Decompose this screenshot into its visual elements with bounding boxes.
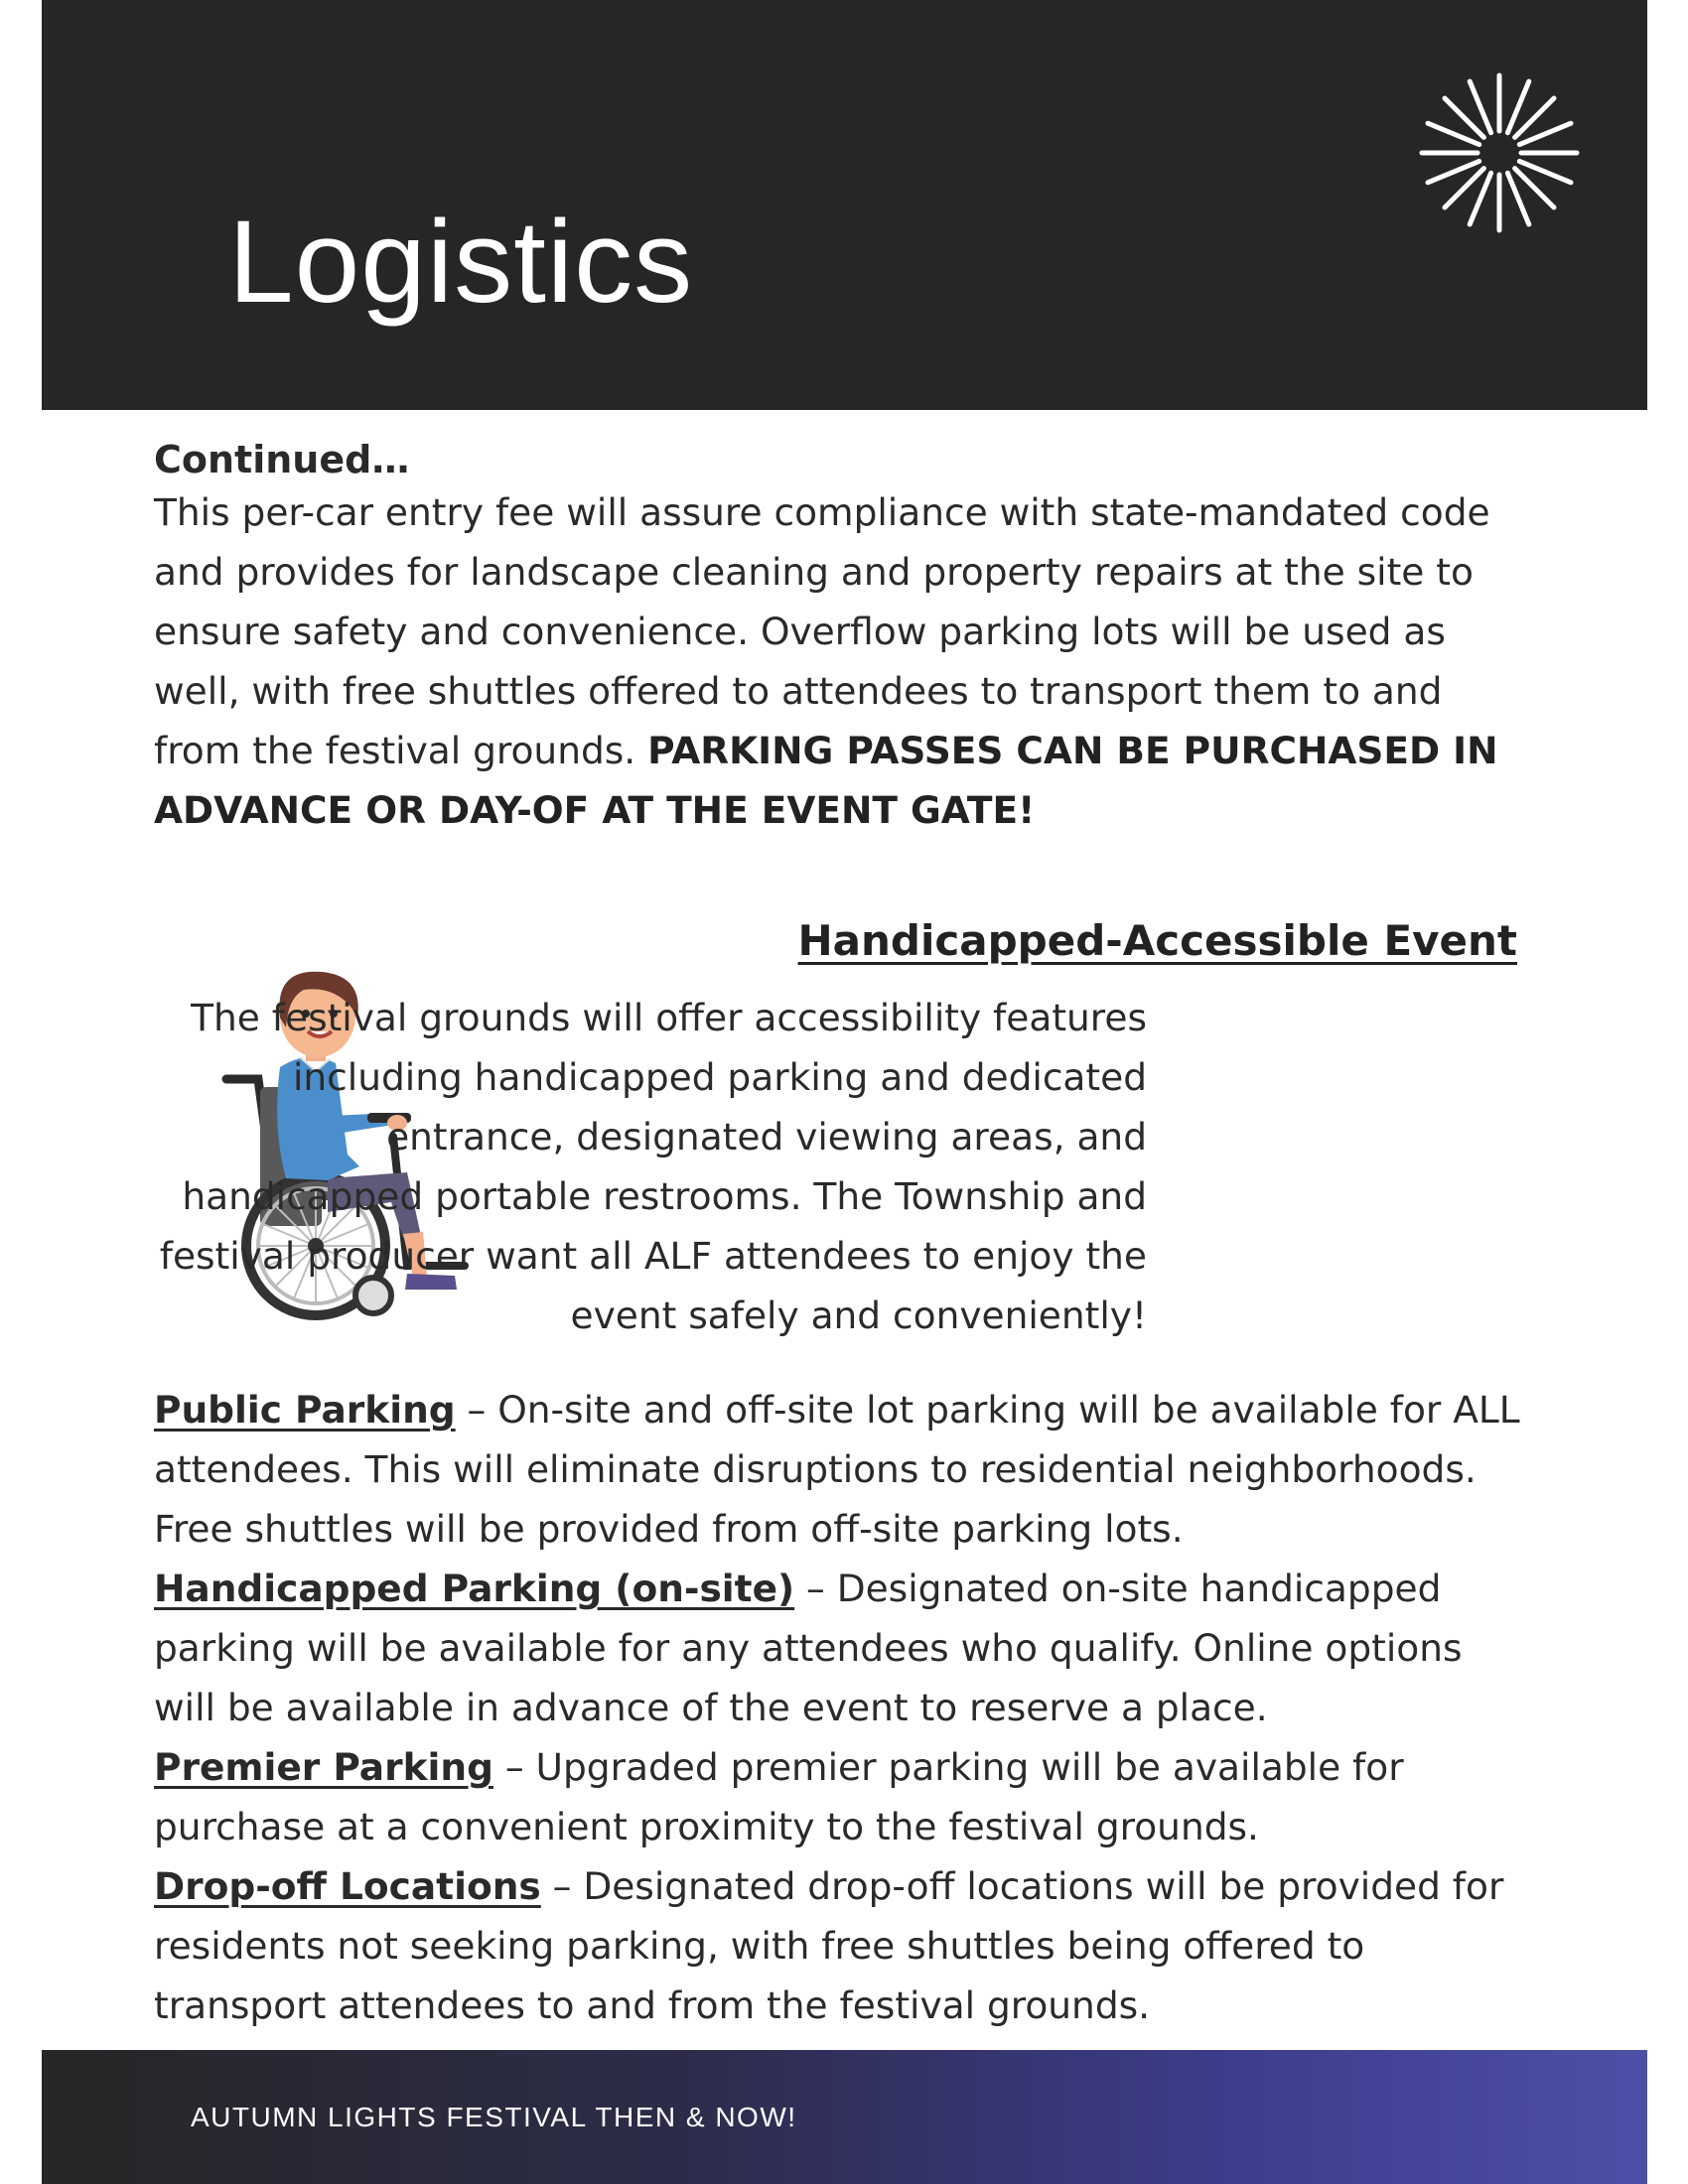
- starburst-icon: [1418, 71, 1581, 234]
- parking-item-premier: [154, 1737, 1524, 1856]
- accessibility-heading: Handicapped-Accessible Event: [797, 916, 1517, 965]
- public-parking-description: – On-site and off-site lot parking will be available for ALL attendees. This will eliminate disruptions to residential neighborhoods. Free shuttles will be provided from off-site parking lots.: [154, 1388, 1520, 1551]
- continued-heading: Continued…: [154, 438, 410, 481]
- intro-body: This per-car entry fee will assure compliance with state-mandated code and provides for landscape cleaning and property repairs at the site to ensure safety and convenience. Overflow parking lots will be used as well, with free shuttles offered to attendees to transport them to and from the festival grounds.: [154, 490, 1490, 772]
- handicapped-parking-term: Handicapped Parking (on-site): [154, 1567, 795, 1610]
- parking-section: [154, 1380, 1524, 2035]
- accessibility-paragraph: The festival grounds will offer accessibility features including handicapped parking and dedicated entrance, designated viewing areas, and handicapped portable restrooms. The Township and festival producer want all ALF attendees to enjoy the event safely and conveniently!: [159, 996, 1147, 1337]
- parking-item-public: [154, 1380, 1524, 1559]
- dropoff-locations-term: Drop-off Locations: [154, 1864, 541, 1908]
- accessibility-section: [154, 988, 1147, 1345]
- handicapped-parking-description: – Designated on-site handicapped parking will be available for any attendees who qualify. Online options will be available in advance of the event to reserve a place.: [154, 1567, 1463, 1729]
- footer-banner: [42, 2050, 1647, 2184]
- header-banner: [42, 0, 1647, 410]
- public-parking-term: Public Parking: [154, 1388, 456, 1432]
- intro-section: [154, 482, 1524, 840]
- premier-parking-term: Premier Parking: [154, 1745, 493, 1789]
- parking-item-handicapped: [154, 1559, 1524, 1737]
- footer-text: AUTUMN LIGHTS FESTIVAL THEN & NOW!: [191, 2102, 797, 2132]
- parking-pass-notice: PARKING PASSES CAN BE PURCHASED IN ADVANCE OR DAY-OF AT THE EVENT GATE!: [154, 729, 1498, 832]
- intro-paragraph: [154, 482, 1524, 840]
- page-title: Logistics: [228, 197, 694, 328]
- dropoff-locations-description: – Designated drop-off locations will be provided for residents not seeking parking, with free shuttles being offered to transport attendees to and from the festival grounds.: [154, 1864, 1504, 2027]
- premier-parking-description: – Upgraded premier parking will be available for purchase at a convenient proximity to the festival grounds.: [154, 1745, 1404, 1848]
- parking-item-dropoff: [154, 1856, 1524, 2035]
